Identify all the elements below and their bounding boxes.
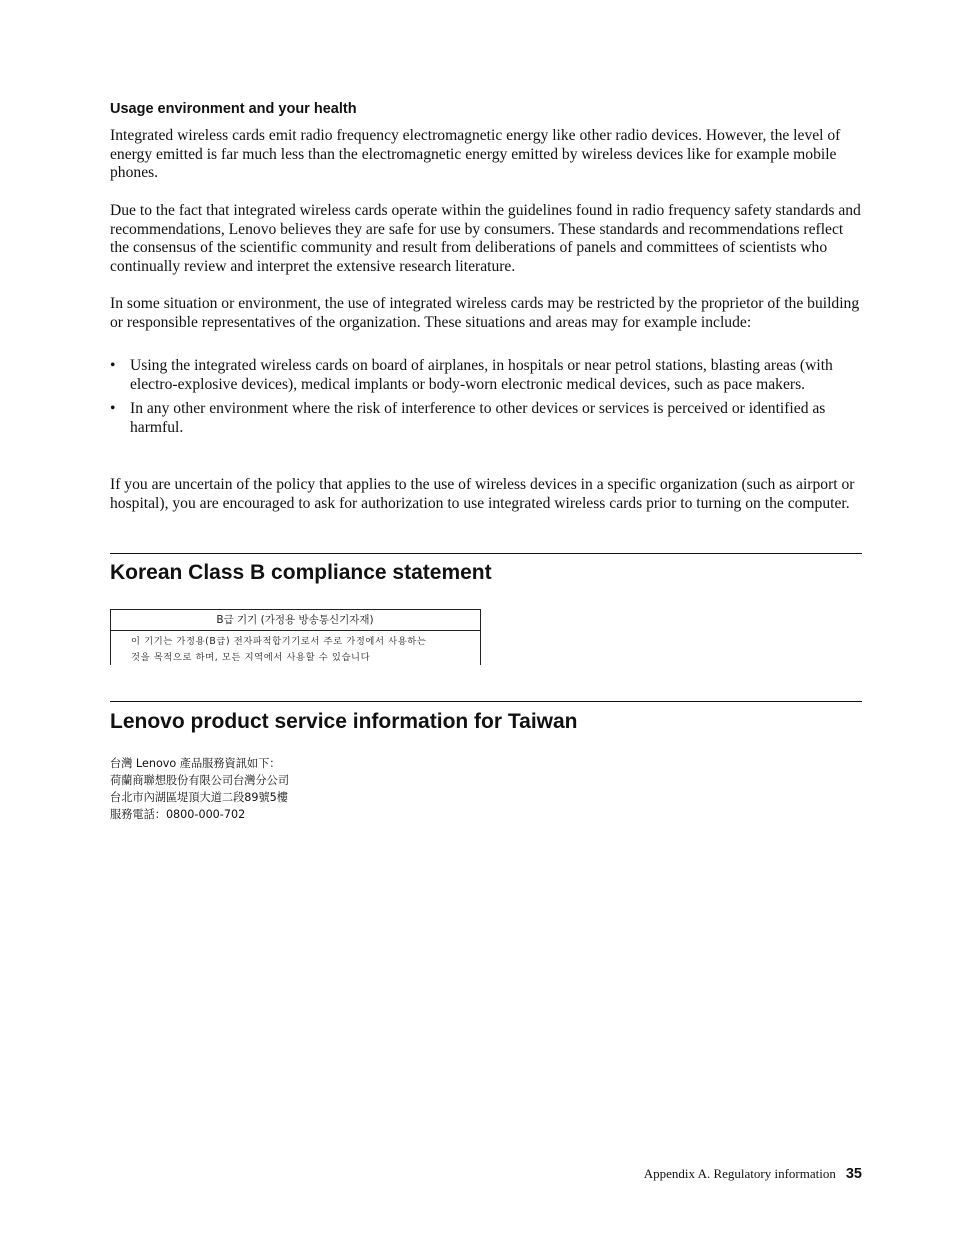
usage-paragraph-1: Integrated wireless cards emit radio frequency electromagnetic energy like other radio devices. However, the level of energy emitted is far much less than the electromagnetic energy emitted by wireless devices like for example mobile phones. — [110, 127, 841, 182]
usage-heading: Usage environment and your health — [110, 101, 357, 117]
box-border-middle — [110, 630, 480, 631]
box-border-top — [110, 609, 480, 610]
page-number: 35 — [845, 1166, 862, 1182]
usage-paragraph-2: Due to the fact that integrated wireless cards operate within the guidelines found in radio frequency safety standards and recommendations, Lenovo believes they are safe for use by consumers. These standards and recommendations reflect the consensus of the scientific community and result from deliberations of panels and committees of scientists who continually review and interpret the extensive research literature. — [110, 202, 861, 275]
korean-box-title: B급 기기 (가정용 방송통신기자재) — [216, 614, 374, 626]
section-divider — [110, 701, 862, 702]
footer-section-title: Appendix A. Regulatory information — [643, 1166, 836, 1181]
list-item: • In any other environment where the risk of interference to other devices or services is perceived or identified as harmful. — [110, 400, 862, 437]
page-footer — [644, 1166, 862, 1182]
korean-box-line-1: 이 기기는 가정용(B급) 전자파적합기기로서 주로 가정에서 사용하는 — [131, 636, 427, 647]
restriction-list — [110, 357, 862, 437]
korean-box-line-2: 것을 목적으로 하며, 모든 지역에서 사용할 수 있습니다 — [131, 652, 371, 663]
taiwan-heading: Lenovo product service information for Taiwan — [110, 710, 578, 733]
korean-compliance-box — [110, 609, 480, 665]
korean-heading: Korean Class B compliance statement — [110, 561, 492, 584]
list-item: • Using the integrated wireless cards on board of airplanes, in hospitals or near petrol stations, blasting areas (with electro-explosive devices), medical implants or body-worn electronic medical devices, such as pace makers. — [110, 357, 862, 394]
taiwan-info-line: 荷蘭商聯想股份有限公司台灣分公司 — [110, 774, 290, 787]
section-divider — [110, 553, 862, 554]
usage-paragraph-4: If you are uncertain of the policy that applies to the use of wireless devices in a specific organization (such as airport or hospital), you are encouraged to ask for authorization to use integrated wireless cards prior to turning on the computer. — [110, 476, 855, 512]
usage-paragraph-3: In some situation or environment, the use of integrated wireless cards may be restricted by the proprietor of the building or responsible representatives of the organization. These situations and areas may for example include: — [110, 295, 860, 331]
taiwan-info-line: 台灣 Lenovo 產品服務資訊如下： — [110, 757, 281, 770]
box-border-right — [480, 609, 481, 665]
taiwan-address-line: 台北市內湖區堤頂大道二段89號5樓 — [110, 791, 288, 804]
taiwan-phone-line: 服務電話：0800-000-702 — [110, 808, 246, 821]
